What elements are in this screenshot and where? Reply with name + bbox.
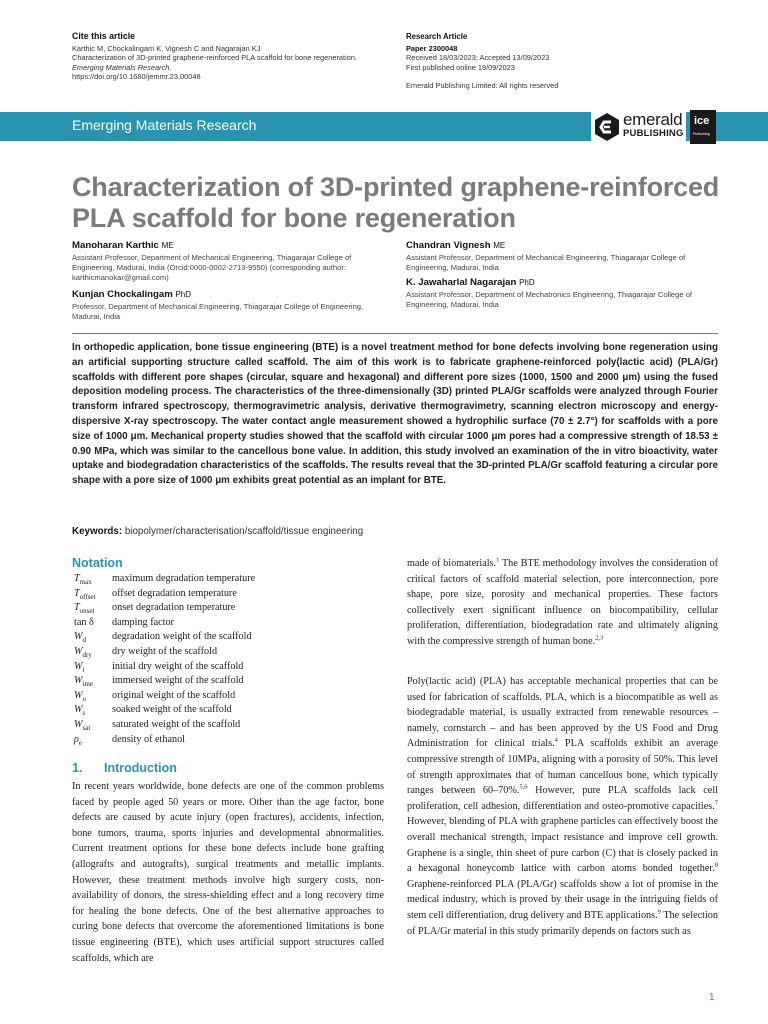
author-affiliation: Assistant Professor, Department of Mechanical Engineering, Thiagarajar College of Engineering, Madurai, India (Orcid:0000-0002-2713-9550) (corresponding author: karthicmanokar@gmail.com) — [72, 253, 352, 282]
notation-description: immersed weight of the scaffold — [112, 675, 244, 687]
author-block — [72, 240, 384, 283]
notation-item — [72, 733, 392, 748]
citation-ref[interactable]: 1 — [496, 556, 500, 564]
notation-symbol: $T_{onset}$ — [74, 602, 95, 616]
author-affiliation: Professor, Department of Mechanical Engineering, Thiagarajar College of Engineering, Madurai, India — [72, 302, 364, 321]
notation-item — [72, 689, 392, 704]
emerald-publishing-label: PUBLISHING — [623, 128, 684, 139]
emerald-mark-icon — [594, 112, 620, 142]
article-dates: Received 18/03/2023; Accepted 13/09/2023 — [406, 53, 550, 63]
notation-item — [72, 718, 392, 733]
notation-description: degradation weight of the scaffold — [112, 631, 252, 643]
body-paragraph: Poly(lactic acid) (PLA) has acceptable mechanical properties that can be used for fabrication of scaffolds. PLA, which is a biocompatible as well as biodegradable material, is usually extracted from renewable resources – namely, cornstarch – and has been approved by the US Food and Drug Administration for clinical trials.$^4$ PLA scaffolds exhibit an average compressive strength of 10MPa, aligning with a porosity of 50%. This level of strength approximates that of human cancellous bone, which typically ranges between 60–70%.$^{5,6}$ However, pure PLA scaffolds lack cell proliferation, cell adhesion, differentiation and osteo-promotive capacities.$^7$ However, blending of PLA with graphene particles can effectively boost the overall mechanical strength, impact resistance and improve cell growth. Graphene is a single, thin sheet of pure carbon (C) that is closely packed in a hexagonal honeycomb lattice with carbon atoms bonded together.$^8$ Graphene-reinforced PLA (PLA/Gr) scaffolds show a lot of promise in the medical industry, which is proved by their usage in the intriguing fields of stem cell differentiation, drug delivery and BTE applications.$^9$ The selection of PLA/Gr material in this study primarily depends on factors such as — [407, 676, 718, 937]
ice-publishing-logo — [690, 110, 716, 144]
author-name: Manoharan Karthic — [72, 240, 159, 251]
paper-title: Characterization of 3D-printed graphene-reinforced PLA scaffold for bone regeneration — [72, 172, 720, 233]
notation-symbol: $W_{ime}$ — [74, 675, 93, 689]
notation-symbol: $W_{sat}$ — [74, 718, 91, 732]
notation-symbol: $W_i$ — [74, 660, 85, 674]
notation-heading: Notation — [72, 556, 123, 570]
copyright-line: Emerald Publishing Limited: All rights reserved — [406, 81, 559, 91]
section-title: Introduction — [104, 761, 177, 775]
notation-item — [72, 601, 392, 616]
notation-list — [72, 572, 392, 747]
notation-item — [72, 674, 392, 689]
online-date: First published online 19/09/2023 — [406, 62, 515, 72]
cite-authors: Karthic M, Chockalingam K, Vignesh C and Nagarajan KJ — [72, 43, 261, 53]
notation-symbol: $W_d$ — [74, 631, 86, 645]
notation-symbol: $W_{dry}$ — [74, 645, 92, 659]
journal-name: Emerging Materials Research — [72, 117, 257, 133]
section-number: 1. — [72, 761, 83, 775]
article-type: Research Article — [406, 32, 468, 41]
section-divider — [72, 333, 718, 334]
notation-description: saturated weight of the scaffold — [112, 718, 241, 730]
notation-symbol: $W_s$ — [74, 704, 86, 718]
author-name: K. Jawaharlal Nagarajan — [406, 277, 517, 288]
notation-description: damping factor — [112, 616, 174, 628]
author-name: Chandran Vignesh — [406, 240, 491, 251]
notation-item — [72, 572, 392, 587]
ice-wordmark: ice — [694, 115, 710, 127]
notation-item — [72, 645, 392, 660]
cite-title: Characterization of 3D-printed graphene-reinforced PLA scaffold for bone regeneration. — [72, 53, 357, 63]
notation-description: offset degradation temperature — [112, 587, 237, 599]
notation-symbol: $\rho_e$ — [74, 733, 82, 747]
cite-journal: Emerging Materials Research, — [72, 62, 172, 72]
ice-publishing-label: Publishing — [693, 132, 710, 136]
author-block — [406, 240, 718, 273]
author-block — [406, 277, 718, 310]
citation-ref[interactable]: 2,3 — [595, 634, 604, 642]
notation-description: dry weight of the scaffold — [112, 645, 218, 657]
keywords-label: Keywords: — [72, 526, 123, 537]
citation-ref[interactable]: 4 — [554, 736, 558, 744]
author-affiliation: Assistant Professor, Department of Mechanical Engineering, Thiagarajar College of Engineering, Madurai, India — [406, 253, 686, 272]
abstract: In orthopedic application, bone tissue engineering (BTE) is a novel treatment method for bone defects involving bone regeneration using an artificial supporting structure called scaffold. The aim of this work is to fabricate graphene-reinforced poly(lactic acid) (PLA/Gr) scaffolds with different pore shapes (circular, square and hexagonal) and different pore sizes (1000, 1500 and 2000 μm) using the fused deposition modeling process. The characteristics of the three-dimensionally (3D) printed PLA/Gr scaffolds were analyzed through Fourier transform infrared spectroscopy, thermogravimetric analysis, derivative thermogravimetry, scanning electron microscopy and energy-dispersive X-ray spectroscopy. The water contact angle measurement showed a hydrophilic surface (70 ± 2.7°) for scaffolds with a pore size of 1000 μm. Mechanical property studies showed that the scaffold with circular 1000 μm pores had a compressive strength of 18.53 ± 0.90 MPa, which was similar to the cancellous bone value. In addition, this study involved an examination of the in vitro bioactivity, water uptake and biodegradation characteristics of the scaffolds. The results reveal that the 3D-printed PLA/Gr scaffold featuring a circular pore shape with a pore size of 1000 μm exhibits great potential as an implant for BTE. — [72, 342, 718, 487]
citation-ref[interactable]: 7 — [714, 799, 718, 807]
notation-symbol: $W_o$ — [74, 689, 86, 703]
body-paragraph: made of biomaterials.$^1$ The BTE methodology involves the consideration of critical factors of scaffold material selection, pore interconnection, pore shape, pore size, porosity and mechanical properties. These factors collectively exert significant influence on biocompatibility, cellular proliferation, differentiation, biodegradation rate and ultimately aligning with the compressive strength of human bone.$^{2,3}$ — [407, 556, 718, 647]
emerald-logo — [591, 108, 686, 146]
citation-ref[interactable]: 9 — [657, 908, 661, 916]
notation-description: soaked weight of the scaffold — [112, 704, 232, 716]
author-name: Kunjan Chockalingam — [72, 289, 173, 300]
notation-symbol: tan δ — [74, 616, 94, 628]
introduction-paragraph: In recent years worldwide, bone defects are one of the common problems faced by people aged 50 years or more. Other than the age factor, bone defects are caused by acute injury (open fractures), accidents, infection, bone tumors, trauma, sports injuries and developmental abnormalities. Current treatment options for these bone defects include bone grafting (allografts and autografts), surgical treatments and metallic implants. However, these treatment methods involve high surgery costs, non-availability of donors, the stress-shielding effect and a long recovery time for healing the bone defects. One of the best alternative approaches to curing bone defects that overcome the aforementioned limitations is bone tissue engineering (BTE), which uses artificial support structures called scaffolds, which are — [72, 781, 384, 964]
paper-number: Paper 2300048 — [406, 43, 458, 53]
emerald-wordmark: emerald — [623, 110, 683, 129]
cite-doi-link[interactable]: https://doi.org/10.1680/jemmr.23.00048 — [72, 72, 201, 82]
notation-item — [72, 660, 392, 675]
notation-description: maximum degradation temperature — [112, 573, 256, 584]
author-affiliation: Assistant Professor, Department of Mechatronics Engineering, Thiagarajar College of Engineering, Madurai, India — [406, 290, 693, 309]
notation-description: initial dry weight of the scaffold — [112, 660, 244, 672]
keywords-text: biopolymer/characterisation/scaffold/tissue engineering — [124, 526, 364, 537]
page-number: 1 — [709, 992, 715, 1003]
notation-item — [72, 630, 392, 645]
notation-item — [72, 587, 392, 602]
citation-ref[interactable]: 5,6 — [519, 783, 528, 791]
cite-heading: Cite this article — [72, 31, 136, 41]
author-block — [72, 289, 384, 322]
notation-item — [72, 703, 392, 718]
notation-symbol: $T_{max}$ — [74, 573, 92, 587]
author-degree: ME — [493, 241, 506, 250]
article-info — [406, 32, 706, 91]
notation-description: original weight of the scaffold — [112, 689, 236, 701]
author-degree: ME — [161, 241, 174, 250]
author-degree: PhD — [519, 278, 535, 287]
citation-ref[interactable]: 8 — [714, 861, 718, 869]
notation-symbol: $T_{offset}$ — [74, 587, 96, 601]
notation-description: density of ethanol — [112, 733, 185, 745]
author-degree: PhD — [175, 290, 191, 299]
notation-item — [72, 616, 392, 631]
notation-description: onset degradation temperature — [112, 602, 236, 614]
introduction-heading — [72, 761, 177, 775]
keywords — [72, 526, 718, 537]
cite-block — [72, 32, 382, 82]
